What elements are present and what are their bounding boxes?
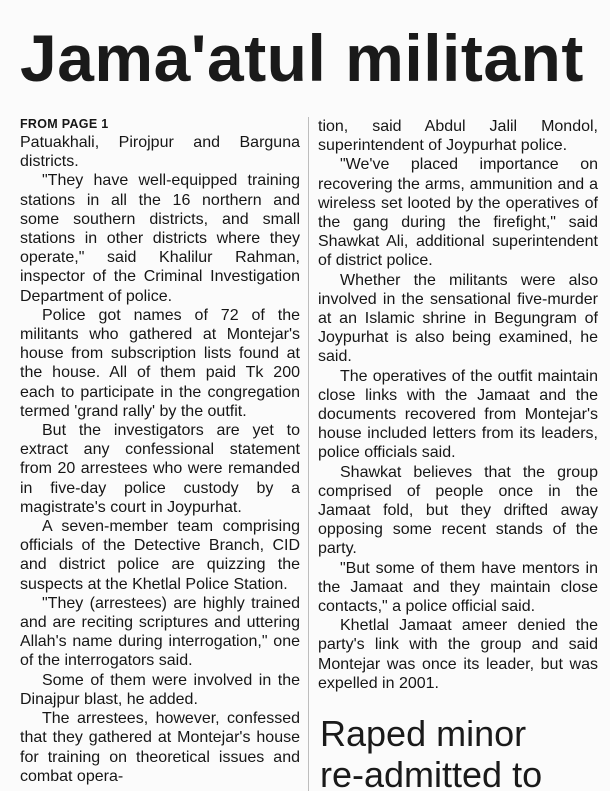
paragraph: Patuakhali, Pirojpur and Barguna districts.	[20, 134, 300, 171]
paragraph: "We've placed importance on recovering the arms, ammunition and a wireless set looted by the operatives of the gang during the firefight," said Shawkat Ali, additional superintendent of district police.	[318, 156, 598, 270]
paragraph: The arrestees, however, confessed that they gathered at Montejar's house for training on theoretical issues and combat opera-	[20, 710, 300, 785]
paragraph: "They (arrestees) are highly trained and are reciting scriptures and uttering Allah's name during interrogation," one of the interrogators said.	[20, 594, 300, 670]
column-divider	[308, 117, 309, 791]
paragraph: Police got names of 72 of the militants who gathered at Montejar's house from subscription lists found at the house. All of them paid Tk 200 each to participate in the congregation termed 'grand rally' by the outfit.	[20, 306, 300, 420]
paragraph: Whether the militants were also involved in the sensational five-murder at an Islamic shrine in Begungram of Joypurhat is also being examined, he said.	[318, 271, 598, 366]
second-headline-line: Raped minor	[320, 713, 527, 754]
kicker: FROM PAGE 1	[20, 117, 109, 131]
paragraph: Khetlal Jamaat ameer denied the party's link with the group and said Montejar was once its leader, but was expelled in 2001.	[318, 617, 598, 692]
article-right-column	[318, 117, 598, 693]
paragraph: "But some of them have mentors in the Jamaat and they maintain close contacts," a police official said.	[318, 559, 598, 616]
paragraph: But the investigators are yet to extract any confessional statement from 20 arrestees who were remanded in five-day police custody by a magistrate's court in Joypurhat.	[20, 422, 300, 516]
article-left-column	[20, 117, 300, 786]
paragraph: tion, said Abdul Jalil Mondol, superintendent of Joypurhat police.	[318, 118, 598, 155]
paragraph: The operatives of the outfit maintain close links with the Jamaat and the documents recovered from Montejar's house included letters from its leaders, police officials said.	[318, 367, 598, 462]
paragraph: Shawkat believes that the group comprised of people once in the Jamaat fold, but they drifted away opposing some recent stands of the party.	[318, 463, 598, 558]
second-headline-line: re-admitted to	[320, 754, 543, 795]
second-article-headline	[320, 713, 542, 795]
headline: Jama'atul militant	[20, 21, 584, 95]
paragraph: Some of them were involved in the Dinajpur blast, he added.	[20, 671, 300, 708]
paragraph: A seven-member team comprising officials of the Detective Branch, CID and district police are quizzing the suspects at the Khetlal Police Station.	[20, 518, 300, 593]
paragraph: "They have well-equipped training stations in all the 16 northern and some southern districts, and small stations in other districts where they operate," said Khalilur Rahman, inspector of the Criminal Investigation Department of police.	[20, 172, 300, 305]
